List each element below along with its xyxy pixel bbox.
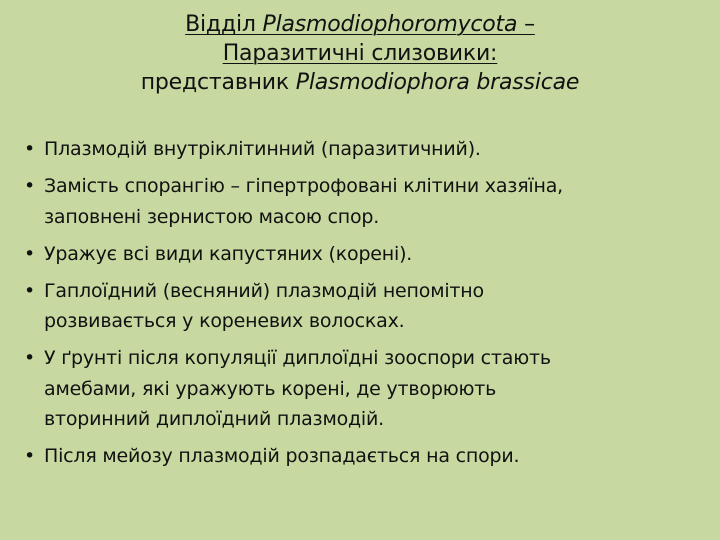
slide-title	[0, 10, 720, 97]
bullet-dot-icon: •	[24, 445, 36, 467]
bullet-dot-icon: •	[24, 242, 36, 265]
bullet-text-line: Плазмодій внутріклітинний (паразитичний).	[44, 138, 481, 160]
title-division-suffix: –	[517, 12, 535, 37]
bullet-text-line: заповнені зернистою масою спор.	[44, 205, 380, 228]
bullet-text-line: У ґрунті після копуляції диплоїдні зооспори стають	[44, 347, 551, 369]
bullet-item	[24, 276, 704, 337]
title-line-representative	[0, 68, 720, 97]
title-division-name: Plasmodiophoromycota	[262, 12, 518, 37]
bullet-list	[24, 134, 704, 478]
bullet-text-line: вторинний диплоїдний плазмодій.	[44, 408, 385, 430]
title-representative-prefix: представник	[140, 70, 296, 95]
bullet-text-line: Після мейозу плазмодій розпадається на спори.	[44, 445, 520, 467]
bullet-text-line: Уражує всі види капустяних (корені).	[44, 242, 413, 265]
bullet-item	[24, 171, 704, 232]
title-line-group: Паразитичні слизовики:	[222, 41, 498, 66]
bullet-item	[24, 343, 704, 435]
bullet-text-line: Гаплоїдний (весняний) плазмодій непомітно	[44, 279, 484, 302]
title-line-division	[0, 10, 720, 39]
bullet-item	[24, 134, 704, 165]
title-species-name: Plasmodiophora brassicae	[295, 70, 580, 95]
bullet-dot-icon: •	[24, 279, 36, 302]
bullet-text-line: Замість спорангію – гіпертрофовані клітини хазяїна,	[44, 175, 564, 197]
bullet-dot-icon: •	[24, 138, 36, 160]
bullet-text-line: розвивається у кореневих волосках.	[44, 310, 405, 332]
bullet-item	[24, 239, 704, 270]
bullet-dot-icon: •	[24, 347, 36, 369]
title-division-prefix: Відділ	[185, 12, 263, 37]
bullet-item	[24, 441, 704, 472]
bullet-dot-icon: •	[24, 175, 36, 197]
bullet-text-line: амебами, які уражують корені, де утворюють	[44, 377, 497, 400]
